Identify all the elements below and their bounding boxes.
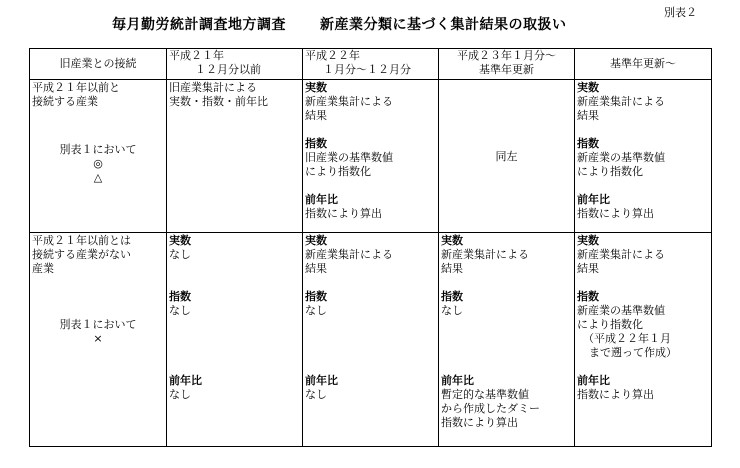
row2-label-cell: 平成２１年以前とは 接続する産業がない 産業 別表１において × <box>30 233 167 447</box>
cross-symbol: × <box>93 332 103 345</box>
row1-after-update-cell: 実数 新産業集計による 結果 指数 新産業の基準数値 により指数化 前年比 指数により算出 <box>575 80 712 233</box>
header-h21-before-dec: 平成２１年 １２月分以前 <box>167 49 303 80</box>
row2-label: 平成２１年以前とは <box>32 234 131 247</box>
row1-label: 平成２１年以前と <box>32 81 120 94</box>
double-circle-symbol: ◎ <box>93 157 103 170</box>
row2-after-update-cell: 実数 新産業集計による 結果 指数 新産業の基準数値 により指数化 （平成２２年１月 まで遡って作成） 前年比 指数により算出 <box>575 233 712 447</box>
header-h22-jan-dec: 平成２２年 １月分～１２月分 <box>303 49 439 80</box>
title-sub: 新産業分類に基づく集計結果の取扱い <box>320 17 567 33</box>
row1-note: 別表１において <box>59 143 137 156</box>
triangle-symbol: △ <box>93 171 103 184</box>
table-header-row <box>30 49 712 80</box>
header-old-industry-connection: 旧産業との接続 <box>30 49 167 80</box>
table-row-connected-industries <box>30 80 712 233</box>
row2-h23-cell: 実数 新産業集計による 結果 指数 なし 前年比 暫定的な基準数値 から作成したダミー 指数により算出 <box>439 233 575 447</box>
row2-note: 別表１において <box>59 318 137 331</box>
aggregation-handling-table <box>29 48 712 447</box>
document-title <box>112 18 567 32</box>
title-main: 毎月勤労統計調査地方調査 <box>112 17 286 33</box>
header-after-base-update: 基準年更新～ <box>575 49 712 80</box>
row1-h21-cell: 旧産業集計による 実数・指数・前年比 <box>167 80 303 233</box>
header-h23-jan-base-update: 平成２３年１月分～ 基準年更新 <box>439 49 575 80</box>
table-row-unconnected-industries <box>30 233 712 447</box>
row1-h22-cell: 実数 新産業集計による 結果 指数 旧産業の基準数値 により指数化 前年比 指数により算出 <box>303 80 439 233</box>
row1-label-cell: 平成２１年以前と 接続する産業 別表１において ◎ △ <box>30 80 167 233</box>
row1-h23-cell <box>439 80 575 233</box>
appendix-reference-label: 別表２ <box>664 6 697 19</box>
same-as-left-text: 同左 <box>495 149 518 163</box>
row2-h22-cell: 実数 新産業集計による 結果 指数 なし 前年比 なし <box>303 233 439 447</box>
row2-h21-cell: 実数 なし 指数 なし 前年比 なし <box>167 233 303 447</box>
